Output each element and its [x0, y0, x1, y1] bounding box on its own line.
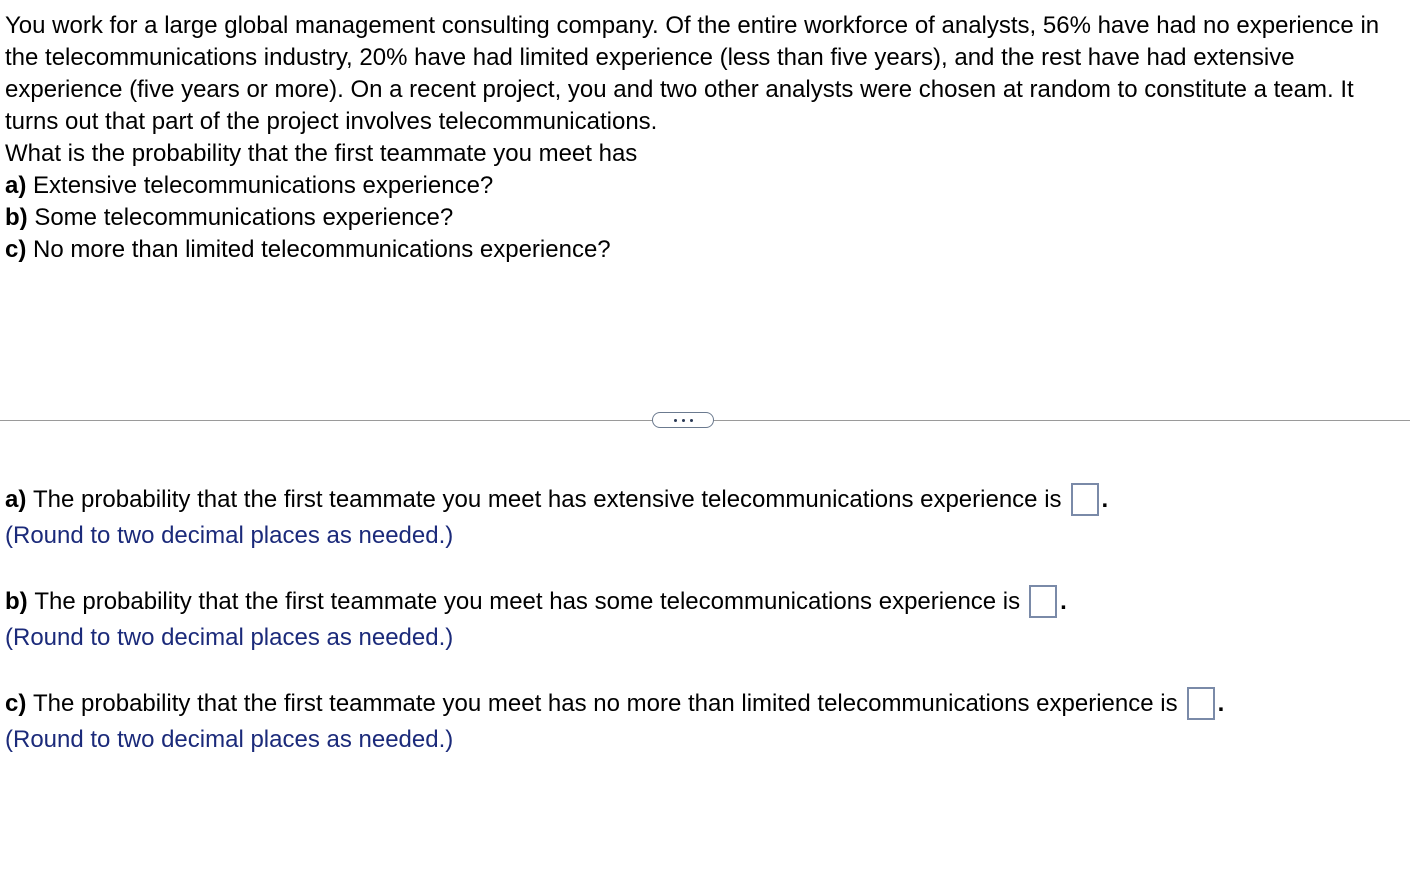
answer-c	[5, 687, 1224, 756]
answer-b-text: The probability that the first teammate you meet has some telecommunications experience is	[34, 587, 1021, 615]
answer-a	[5, 483, 1108, 552]
answer-a-hint: (Round to two decimal places as needed.)	[5, 522, 454, 549]
question-text	[5, 10, 1405, 266]
question-part-c	[5, 234, 1405, 266]
ellipsis-icon	[690, 419, 693, 422]
part-b-text: Some telecommunications experience?	[34, 204, 454, 231]
answer-b-period: .	[1060, 587, 1067, 615]
expand-more-button[interactable]	[652, 412, 714, 428]
question-prompt: What is the probability that the first teammate you meet has	[5, 140, 638, 167]
ellipsis-icon	[682, 419, 685, 422]
answer-b-letter: b)	[5, 587, 28, 615]
question-intro: You work for a large global management consulting company. Of the entire workforce of analysts, 56% have had no experience in the telecommunications industry, 20% have had limited experience (less than five years), and the rest have had extensive experience (five years or more). On a recent project, you and two other analysts were chosen at random to constitute a team. It turns out that part of the project involves telecommunications.	[5, 12, 1380, 135]
answer-b	[5, 585, 1067, 654]
part-b-letter: b)	[5, 204, 28, 231]
answer-a-line	[5, 483, 1108, 516]
answer-c-text: The probability that the first teammate you meet has no more than limited telecommunications experience is	[33, 689, 1178, 717]
question-part-b	[5, 202, 1405, 234]
part-c-letter: c)	[5, 236, 27, 263]
part-a-text: Extensive telecommunications experience?	[33, 172, 494, 199]
part-c-text: No more than limited telecommunications experience?	[33, 236, 611, 263]
answer-a-period: .	[1101, 485, 1109, 513]
section-divider	[0, 410, 1410, 430]
answer-b-hint: (Round to two decimal places as needed.)	[5, 624, 454, 651]
question-part-a	[5, 170, 1405, 202]
answer-a-text: The probability that the first teammate you meet has extensive telecommunications experience is	[33, 485, 1062, 513]
answer-c-period: .	[1217, 689, 1225, 717]
answer-c-input[interactable]	[1187, 687, 1215, 720]
answer-a-input[interactable]	[1071, 483, 1099, 516]
answer-a-letter: a)	[5, 485, 27, 513]
part-a-letter: a)	[5, 172, 27, 199]
ellipsis-icon	[674, 419, 677, 422]
answer-c-line	[5, 687, 1224, 720]
answer-c-letter: c)	[5, 689, 27, 717]
answer-b-input[interactable]	[1029, 585, 1057, 618]
answer-b-line	[5, 585, 1067, 618]
answer-c-hint: (Round to two decimal places as needed.)	[5, 726, 454, 753]
